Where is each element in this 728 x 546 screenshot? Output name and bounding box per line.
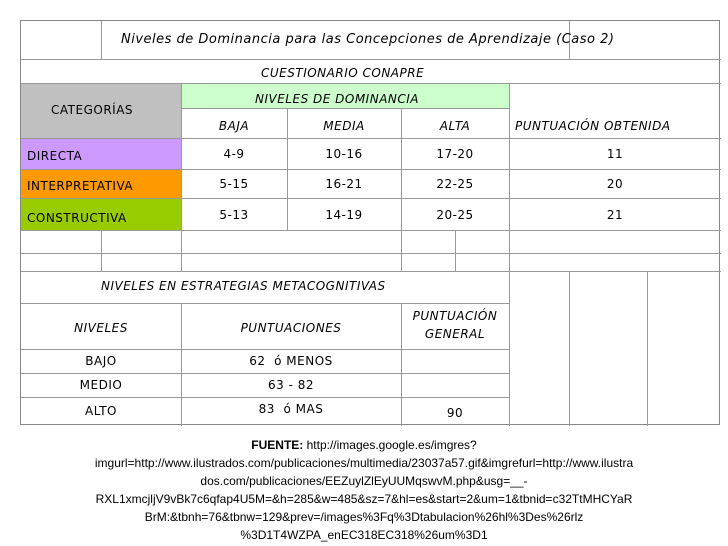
spreadsheet	[20, 20, 720, 425]
source-line-2[interactable]: imgurl=http://www.ilustrados.com/publicaciones/multimedia/23037a57.gif&imgrefurl=http://www.ilustra	[94, 456, 634, 470]
level-name: BAJO	[85, 354, 117, 368]
col-levels: NIVELES	[74, 321, 128, 335]
main-title: Niveles de Dominancia para las Concepciones de Aprendizaje (Caso 2)	[121, 32, 615, 47]
source-label: FUENTE:	[251, 438, 304, 452]
row-low: 4-9	[223, 147, 245, 161]
row-mid: 16-21	[325, 177, 363, 191]
row-mid: 14-19	[325, 208, 363, 222]
level-name: MEDIO	[79, 378, 123, 392]
levels-header: NIVELES DE DOMINANCIA	[255, 92, 420, 106]
source-citation	[0, 436, 728, 544]
source-url-1[interactable]: http://images.google.es/imgres?	[306, 438, 477, 452]
row-name: CONSTRUCTIVA	[27, 211, 127, 225]
col-low: BAJA	[218, 119, 250, 133]
questionnaire-label: CUESTIONARIO CONAPRE	[261, 66, 425, 80]
row-score: 20	[606, 177, 624, 191]
row-name: DIRECTA	[27, 149, 83, 163]
col-general-2: GENERAL	[424, 327, 486, 341]
level-score: 62 ó MENOS	[249, 354, 333, 368]
level-general: 90	[446, 406, 464, 420]
col-scores: PUNTUACIONES	[240, 321, 342, 335]
row-mid: 10-16	[325, 147, 363, 161]
level-name: ALTO	[84, 404, 118, 418]
row-name: INTERPRETATIVA	[27, 179, 134, 193]
row-high: 17-20	[436, 147, 474, 161]
source-line-4[interactable]: RXL1xmcjljV9vBk7c6qfap4U5M=&h=285&w=485&sz=7&hl=es&start=2&um=1&tbnid=c32TtMHCYaR	[95, 492, 633, 506]
metacognitive-title: NIVELES EN ESTRATEGIAS METACOGNITIVAS	[101, 279, 386, 293]
source-line-5[interactable]: BrM:&tbnh=76&tbnw=129&prev=/images%3Fq%3Dtabulacion%26hl%3Des%26rlz	[144, 510, 584, 524]
row-low: 5-15	[219, 177, 249, 191]
col-score: PUNTUACIÓN OBTENIDA	[515, 119, 671, 133]
col-high: ALTA	[439, 119, 471, 133]
categories-header: CATEGORÍAS	[51, 103, 134, 117]
col-general-1: PUNTUACIÓN	[412, 309, 498, 323]
source-line-1	[0, 436, 728, 454]
level-score: 63 - 82	[268, 378, 314, 392]
row-score: 21	[606, 208, 624, 222]
col-mid: MEDIA	[323, 119, 365, 133]
source-line-6[interactable]: %3D1T4WZPA_enEC318EC318%26um%3D1	[240, 528, 488, 542]
row-high: 20-25	[436, 208, 474, 222]
row-score: 11	[606, 147, 624, 161]
row-high: 22-25	[436, 177, 474, 191]
level-score: 83 ó MAS	[258, 402, 324, 416]
row-low: 5-13	[219, 208, 249, 222]
source-line-3[interactable]: dos.com/publicaciones/EEZuylZlEyUUMqswvM.php&usg=__-	[200, 474, 528, 488]
